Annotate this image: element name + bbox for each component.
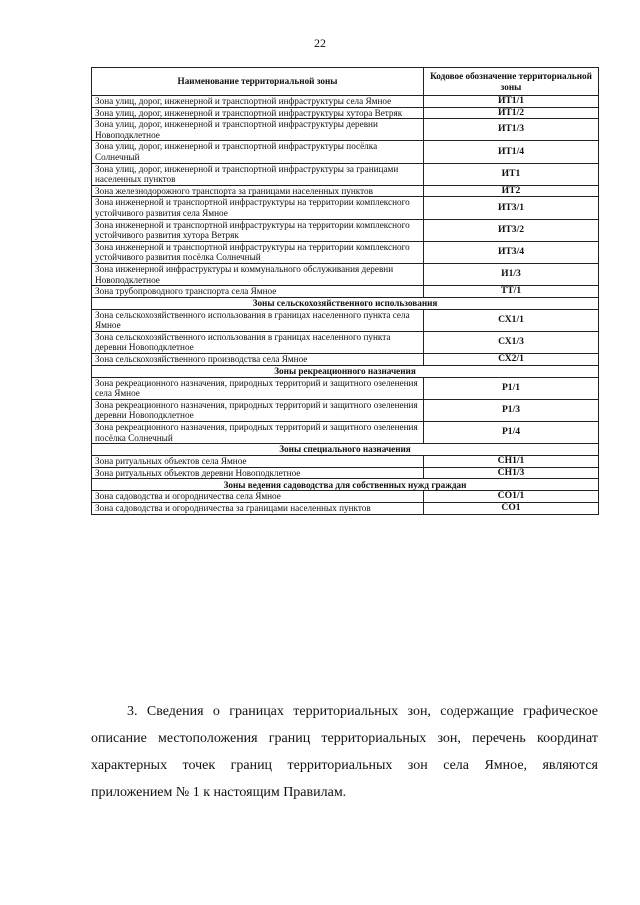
zone-name-cell: Зона сельскохозяйственного производства села Ямное bbox=[92, 354, 424, 366]
zone-code-cell: СХ1/1 bbox=[424, 309, 599, 331]
zone-name-cell: Зона улиц, дорог, инженерной и транспортной инфраструктуры за границами населенных пунктов bbox=[92, 163, 424, 185]
section-header-row bbox=[92, 297, 599, 309]
table-header-row bbox=[92, 68, 599, 96]
zone-name-cell: Зона рекреационного назначения, природных территорий и защитного озеленения посёлка Солнечный bbox=[92, 422, 424, 444]
zone-code-cell: СН1/3 bbox=[424, 467, 599, 479]
zone-code-cell: СХ2/1 bbox=[424, 354, 599, 366]
zone-code-cell: ИТ1/2 bbox=[424, 107, 599, 119]
zone-name-cell: Зона инженерной инфраструктуры и коммунального обслуживания деревни Новоподклетное bbox=[92, 263, 424, 285]
zone-name-cell: Зона сельскохозяйственного использования в границах населенного пункта села Ямное bbox=[92, 309, 424, 331]
zone-name-cell: Зона улиц, дорог, инженерной и транспортной инфраструктуры села Ямное bbox=[92, 96, 424, 108]
territorial-zones-table bbox=[91, 67, 599, 515]
section-header-row bbox=[92, 444, 599, 456]
table-row bbox=[92, 163, 599, 185]
zone-name-cell: Зона ритуальных объектов деревни Новоподклетное bbox=[92, 467, 424, 479]
table-row bbox=[92, 185, 599, 197]
zone-code-cell: И1/3 bbox=[424, 263, 599, 285]
zone-code-cell: Р1/1 bbox=[424, 377, 599, 399]
table-row bbox=[92, 96, 599, 108]
zone-name-cell: Зона инженерной и транспортной инфраструктуры на территории комплексного устойчивого развития хутора Ветряк bbox=[92, 219, 424, 241]
zone-name-cell: Зона рекреационного назначения, природных территорий и защитного озеленения деревни Новоподклетное bbox=[92, 399, 424, 421]
table-row bbox=[92, 456, 599, 468]
table-row bbox=[92, 422, 599, 444]
section-title: Зоны сельскохозяйственного использования bbox=[92, 297, 599, 309]
zone-name-cell: Зона улиц, дорог, инженерной и транспортной инфраструктуры посёлка Солнечный bbox=[92, 141, 424, 163]
zone-code-cell: ИТ1/1 bbox=[424, 96, 599, 108]
table-row bbox=[92, 119, 599, 141]
zone-code-cell: Р1/4 bbox=[424, 422, 599, 444]
zone-code-cell: ИТ1/3 bbox=[424, 119, 599, 141]
table-row bbox=[92, 241, 599, 263]
zone-code-cell: ИТ3/1 bbox=[424, 197, 599, 219]
section-title: Зоны специального назначения bbox=[92, 444, 599, 456]
table-row bbox=[92, 197, 599, 219]
zone-name-cell: Зона железнодорожного транспорта за границами населенных пунктов bbox=[92, 185, 424, 197]
table-body bbox=[92, 96, 599, 515]
zone-name-cell: Зона улиц, дорог, инженерной и транспортной инфраструктуры хутора Ветряк bbox=[92, 107, 424, 119]
table-row bbox=[92, 331, 599, 353]
table-row bbox=[92, 286, 599, 298]
zone-name-cell: Зона рекреационного назначения, природных территорий и защитного озеленения села Ямное bbox=[92, 377, 424, 399]
zone-code-cell: ИТ3/4 bbox=[424, 241, 599, 263]
column-header-zone-code: Кодовое обозначение территориальной зоны bbox=[424, 68, 599, 96]
zone-code-cell: ТТ/1 bbox=[424, 286, 599, 298]
zone-code-cell: Р1/3 bbox=[424, 399, 599, 421]
section-title: Зоны ведения садоводства для собственных нужд граждан bbox=[92, 479, 599, 491]
body-paragraph: 3. Сведения о границах территориальных зон, содержащие графическое описание местоположения границ территориальных зон, перечень координат характерных точек границ территориальных зон села Ямное, являются приложением № 1 к настоящим Правилам. bbox=[91, 704, 598, 800]
zone-code-cell: СН1/1 bbox=[424, 456, 599, 468]
zone-name-cell: Зона ритуальных объектов села Ямное bbox=[92, 456, 424, 468]
zone-name-cell: Зона улиц, дорог, инженерной и транспортной инфраструктуры деревни Новоподклетное bbox=[92, 119, 424, 141]
table-row bbox=[92, 467, 599, 479]
zone-code-cell: ИТ1/4 bbox=[424, 141, 599, 163]
table-row bbox=[92, 354, 599, 366]
table-row bbox=[92, 491, 599, 503]
section-header-row bbox=[92, 479, 599, 491]
table-row bbox=[92, 141, 599, 163]
zone-code-cell: СО1/1 bbox=[424, 491, 599, 503]
zone-code-cell: ИТ1 bbox=[424, 163, 599, 185]
zone-code-cell: СХ1/3 bbox=[424, 331, 599, 353]
zone-name-cell: Зона садоводства и огородничества села Ямное bbox=[92, 491, 424, 503]
table-row bbox=[92, 377, 599, 399]
zone-code-cell: ИТ2 bbox=[424, 185, 599, 197]
table-row bbox=[92, 399, 599, 421]
table-row bbox=[92, 503, 599, 515]
section-title: Зоны рекреационного назначения bbox=[92, 365, 599, 377]
zone-code-cell: ИТ3/2 bbox=[424, 219, 599, 241]
zone-name-cell: Зона садоводства и огородничества за границами населенных пунктов bbox=[92, 503, 424, 515]
section-header-row bbox=[92, 365, 599, 377]
zone-name-cell: Зона трубопроводного транспорта села Ямное bbox=[92, 286, 424, 298]
table-row bbox=[92, 219, 599, 241]
zone-name-cell: Зона инженерной и транспортной инфраструктуры на территории комплексного устойчивого развития села Ямное bbox=[92, 197, 424, 219]
table-row bbox=[92, 309, 599, 331]
zone-name-cell: Зона инженерной и транспортной инфраструктуры на территории комплексного устойчивого развития посёлка Солнечный bbox=[92, 241, 424, 263]
table-row bbox=[92, 107, 599, 119]
table-row bbox=[92, 263, 599, 285]
zone-name-cell: Зона сельскохозяйственного использования в границах населенного пункта деревни Новоподклетное bbox=[92, 331, 424, 353]
column-header-zone-name: Наименование территориальной зоны bbox=[92, 68, 424, 96]
page-number: 22 bbox=[314, 36, 326, 50]
zone-code-cell: СО1 bbox=[424, 503, 599, 515]
